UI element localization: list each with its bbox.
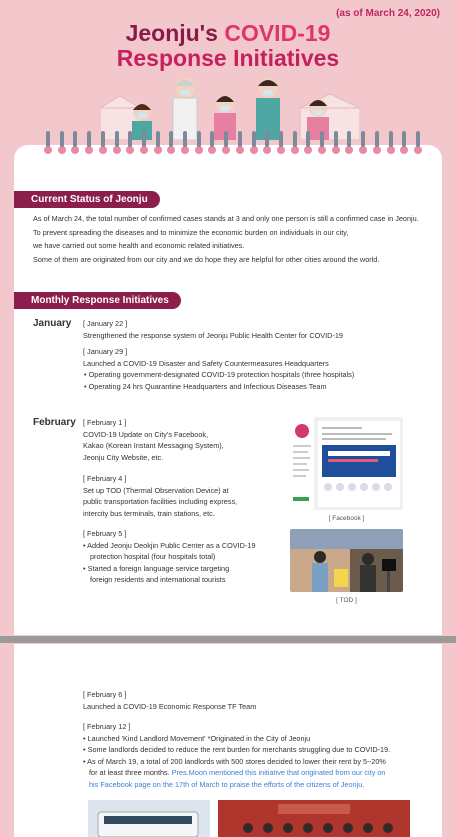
binder-ring (416, 131, 420, 147)
as-of-date: (as of March 24, 2020) (336, 8, 440, 19)
binder-ring (197, 131, 201, 147)
binder-hole (359, 146, 367, 154)
event-text: Launched a COVID-19 Economic Response TF Team (83, 701, 257, 711)
binder-ring (320, 131, 324, 147)
event-date: [ January 22 ] (83, 319, 128, 328)
event-bullet: • As of March 19, a total of 200 landlords with 500 stores decided to lower their rent by 5~20% (83, 756, 386, 766)
binder-ring (224, 131, 228, 147)
binder-hole (291, 146, 299, 154)
section-heading-monthly: Monthly Response Initiatives (14, 292, 181, 309)
binder-hole (222, 146, 230, 154)
event-date: [ February 4 ] (83, 474, 127, 483)
binder-ring (142, 131, 146, 147)
event-bullet: for at least three months. (89, 768, 170, 778)
binder-ring (375, 131, 379, 147)
tod-photo-image (290, 529, 403, 592)
highlight-text: his Facebook page on the 17th of March to praise the efforts of the citizens of Jeonju. (89, 779, 365, 789)
binder-ring (306, 131, 310, 147)
binder-ring (183, 131, 187, 147)
binder-ring (279, 131, 283, 147)
event-text: Kakao (Korean Instant Messaging System), (83, 441, 224, 451)
binder-hole (167, 146, 175, 154)
event-jan-29 (83, 346, 354, 392)
event-feb-12 (83, 721, 390, 791)
landlords-group-photo-image (218, 800, 410, 837)
binder-hole (58, 146, 66, 154)
binder-ring (238, 131, 242, 147)
page-divider (0, 636, 456, 643)
event-text: Set up TOD (Thermal Observation Device) at (83, 485, 229, 495)
binder-ring (115, 131, 119, 147)
event-bullet: • Operating government-designated COVID-19 protection hospitals (three hospitals) (84, 370, 355, 380)
binder-ring (402, 131, 406, 147)
binder-hole (44, 146, 52, 154)
event-bullet: protection hospital (four hospitals total) (90, 552, 216, 562)
page-title-line2: Response Initiatives (116, 45, 340, 71)
current-status-text (33, 212, 437, 266)
event-text: Jeonju City Website, etc. (83, 452, 164, 462)
binder-hole (414, 146, 422, 154)
binder-hole (318, 146, 326, 154)
binder-hole (345, 146, 353, 154)
binder-hole (332, 146, 340, 154)
binder-hole (85, 146, 93, 154)
binder-hole (387, 146, 395, 154)
event-text: Launched a COVID-19 Disaster and Safety Countermeasures Headquarters (83, 358, 329, 368)
citizens-illustration (100, 70, 360, 140)
event-text: COVID-19 Update on City's Facebook, (83, 429, 209, 439)
binder-ring (128, 131, 132, 147)
binder-ring (252, 131, 256, 147)
binder-ring (101, 131, 105, 147)
binder-hole (154, 146, 162, 154)
event-feb-1 (83, 417, 224, 463)
status-line: To prevent spreading the diseases and to minimize the economic burden on individuals in our city, (33, 227, 349, 237)
event-bullet: • Added Jeonju Deokjin Public Center as a COVID-19 (83, 540, 256, 550)
binder-ring (361, 131, 365, 147)
event-text: public transportation facilities including express, (83, 497, 238, 507)
binder-hole (236, 146, 244, 154)
binder-ring (210, 131, 214, 147)
binder-hole (140, 146, 148, 154)
binder-ring (293, 131, 297, 147)
section-heading-current-status: Current Status of Jeonju (14, 191, 160, 208)
event-text: Strengthened the response system of Jeonju Public Health Center for COVID-19 (83, 330, 343, 340)
binder-hole (250, 146, 258, 154)
event-bullet: • Launched 'Kind Landlord Movement' *Originated in the City of Jeonju (83, 733, 311, 743)
highlight-text: Pres.Moon mentioned this initiative that originated from our city on (171, 768, 386, 778)
binder-hole (263, 146, 271, 154)
bus-terminal-photo-image (88, 800, 210, 837)
status-line: we have carried out some health and economic related initiatives. (33, 241, 245, 251)
page-title-line1: Jeonju's COVID-19 (125, 20, 331, 46)
binder-hole (400, 146, 408, 154)
event-text: intercity bus terminals, train stations, etc. (83, 508, 215, 518)
binder-hole (277, 146, 285, 154)
tod-caption: [ TOD ] (336, 597, 357, 604)
binder-ring (169, 131, 173, 147)
month-label-february: February (33, 417, 76, 428)
event-date: [ February 1 ] (83, 418, 127, 427)
binder-ring (46, 131, 50, 147)
event-bullet: • Started a foreign language service targeting (83, 563, 230, 573)
binder-hole (113, 146, 121, 154)
binder-ring (334, 131, 338, 147)
binder-ring (60, 131, 64, 147)
binder-ring (156, 131, 160, 147)
binder-ring (265, 131, 269, 147)
status-line: As of March 24, the total number of confirmed cases stands at 3 and only one person is still a confirmed case in Jeonju. (33, 214, 419, 223)
binder-hole (195, 146, 203, 154)
binder-hole (373, 146, 381, 154)
binder-hole (208, 146, 216, 154)
event-jan-22 (83, 318, 343, 341)
event-date: [ February 12 ] (83, 722, 131, 731)
binder-ring (389, 131, 393, 147)
binder-hole (126, 146, 134, 154)
event-bullet: • Operating 24 hrs Quarantine Headquarters and Infectious Diseases Team (84, 381, 327, 391)
event-date: [ January 29 ] (83, 347, 128, 356)
facebook-screenshot-image (290, 417, 403, 510)
binder-hole (304, 146, 312, 154)
binder-ring (87, 131, 91, 147)
month-label-january: January (33, 318, 72, 329)
event-feb-5 (83, 528, 256, 586)
binder-ring (347, 131, 351, 147)
event-date: [ February 6 ] (83, 690, 127, 699)
binder-ring (73, 131, 77, 147)
binder-hole (71, 146, 79, 154)
event-bullet: foreign residents and international tourists (90, 575, 226, 585)
binder-hole (181, 146, 189, 154)
binder-hole (99, 146, 107, 154)
status-line: Some of them are originated from our city and we do hope they are helpful for other cities around the world. (33, 254, 380, 264)
facebook-caption: [ Facebook ] (328, 515, 365, 522)
event-bullet: • Some landlords decided to reduce the rent burden for merchants struggling due to COVID-19. (83, 745, 391, 755)
event-date: [ February 5 ] (83, 529, 127, 538)
event-feb-4 (83, 473, 237, 519)
event-feb-6 (83, 689, 256, 712)
binder-rings (46, 131, 426, 157)
